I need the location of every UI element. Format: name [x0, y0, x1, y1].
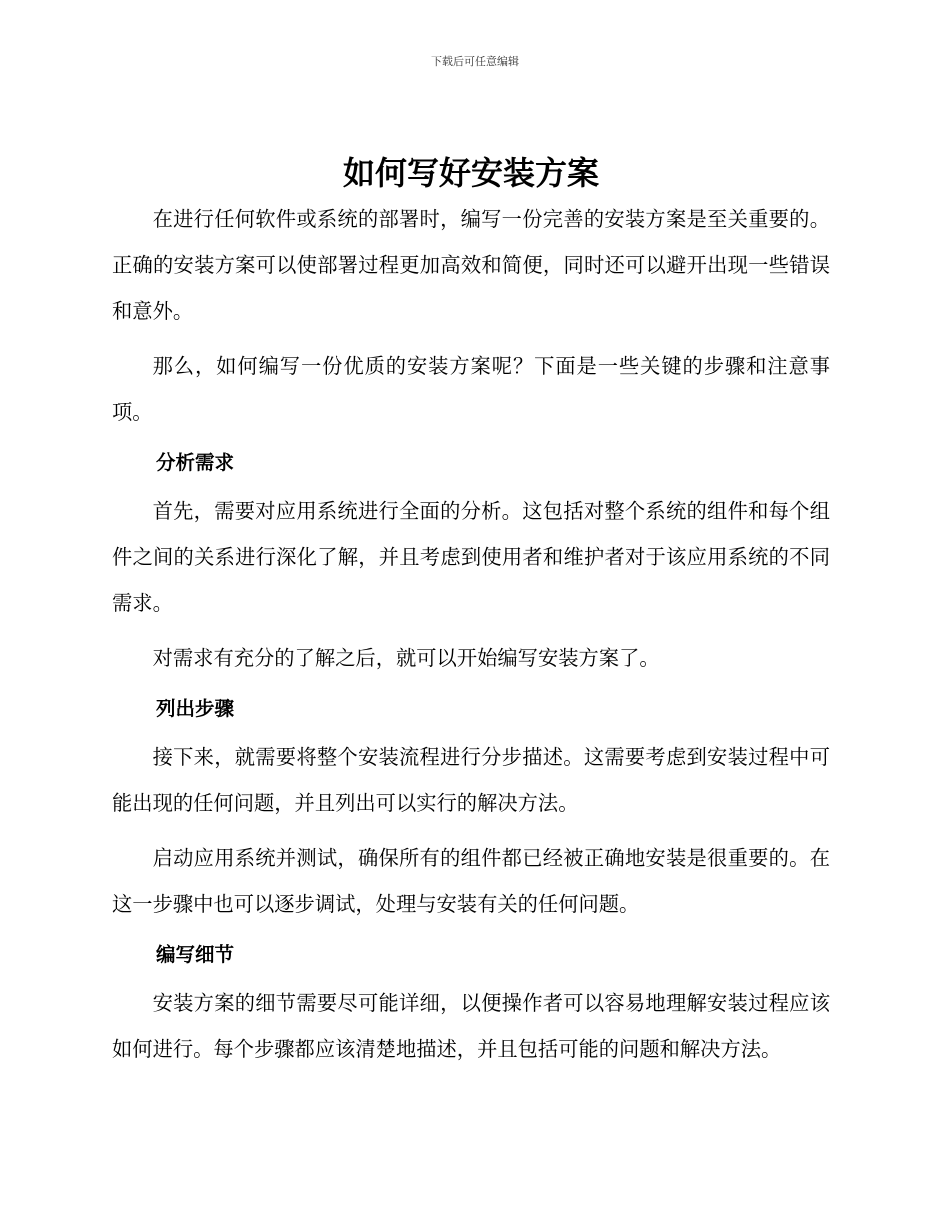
- section-heading: 列出步骤: [156, 697, 235, 720]
- section-paragraph: 首先，需要对应用系统进行全面的分析。这包括对整个系统的组件和每个组件之间的关系进行深化了解，并且考虑到使用者和维护者对于该应用系统的不同需求。: [112, 499, 830, 615]
- section-paragraph: 接下来，就需要将整个安装流程进行分步描述。这需要考虑到安装过程中可能出现的任何问题，并且列出可以实行的解决方法。: [112, 745, 830, 815]
- document-title: 如何写好安装方案: [342, 154, 599, 192]
- intro-paragraph: 在进行任何软件或系统的部署时，编写一份完善的安装方案是至关重要的。正确的安装方案可以使部署过程更加高效和简便，同时还可以避开出现一些错误和意外。: [112, 207, 830, 323]
- intro-paragraph: 那么，如何编写一份优质的安装方案呢？下面是一些关键的步骤和注意事项。: [112, 354, 830, 424]
- page-header-note: 下载后可任意编辑: [431, 55, 519, 68]
- section-heading: 编写细节: [156, 943, 235, 966]
- section-paragraph: 对需求有充分的了解之后，就可以开始编写安装方案了。: [152, 646, 660, 670]
- section-paragraph: 启动应用系统并测试，确保所有的组件都已经被正确地安装是很重要的。在这一步骤中也可以逐步调试，处理与安装有关的任何问题。: [112, 846, 830, 916]
- section-heading: 分析需求: [156, 451, 235, 474]
- document-body: [112, 150, 830, 1072]
- section-paragraph: 安装方案的细节需要尽可能详细，以便操作者可以容易地理解安装过程应该如何进行。每个步骤都应该清楚地描述，并且包括可能的问题和解决方法。: [112, 991, 830, 1061]
